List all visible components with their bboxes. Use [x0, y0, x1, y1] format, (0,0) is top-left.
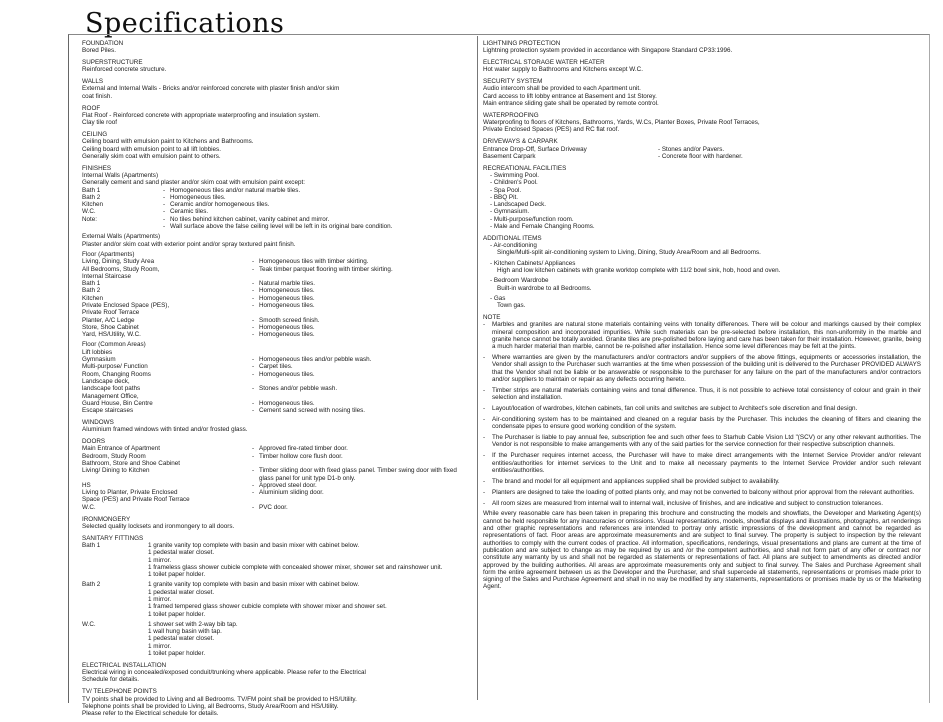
additional-item-title: - Gas — [490, 294, 506, 302]
floor-row — [82, 317, 462, 324]
note-item — [483, 434, 921, 449]
floor-row-label: Bath 2 — [82, 287, 101, 295]
floor-row-value — [259, 273, 462, 280]
walls-section — [82, 78, 462, 100]
floor-row-dash — [247, 273, 259, 280]
note-section — [483, 314, 921, 591]
note-bullet: - — [483, 434, 486, 442]
internal-wall-row-dash: - — [162, 215, 166, 223]
walls-heading: WALLS — [82, 78, 104, 86]
common-floor-row-value: Cement sand screed with nosing tiles. — [259, 407, 366, 415]
door-row-label: Bedroom, Study Room — [82, 452, 146, 460]
floor-apartments-heading: Floor (Apartments) — [82, 250, 135, 258]
driveway-value: - Concrete floor with hardener. — [658, 152, 743, 160]
floor-common-heading: Floor (Common Areas) — [82, 341, 146, 349]
sanitary-group — [82, 621, 462, 657]
sanitary-room: Bath 2 — [82, 581, 101, 589]
internal-walls-intro: Generally cement and sand plaster and/or skim coat with emulsion paint except: — [82, 179, 305, 187]
floor-row-dash: - — [251, 258, 255, 266]
note-bullet: - — [483, 452, 486, 460]
sanitary-heading: SANITARY FITTINGS — [82, 534, 144, 542]
finishes-heading: FINISHES — [82, 164, 112, 172]
tv-text: TV points shall be provided to Living and all Bedrooms. TV/FM point shall be provided to HS/Utility. — [82, 695, 357, 703]
floor-row-label: Living, Dining, Study Area — [82, 258, 155, 266]
floor-row-value: Teak timber parquet flooring with timber skirting. — [259, 265, 393, 273]
security-heading: SECURITY SYSTEM — [483, 78, 543, 86]
internal-wall-row-dash: - — [162, 201, 166, 209]
waterproofing-text: Waterproofing to floors of Kitchens, Bathrooms, Yards, W.Cs, Planter Boxes, Private Roof Terraces, — [483, 119, 760, 127]
superstructure-text: Reinforced concrete structure. — [82, 66, 167, 74]
floor-row — [82, 287, 462, 294]
electrical-text: Schedule for details. — [82, 676, 140, 684]
left-column — [82, 40, 462, 722]
sanitary-item: 1 frameless glass shower cubicle complete with concealed shower mixer, shower set and rainshower unit. — [148, 563, 443, 571]
note-item — [483, 452, 921, 474]
door-row — [82, 460, 462, 467]
common-floor-row-label: Landscape deck, — [82, 377, 130, 385]
waterproofing-heading: WATERPROOFING — [483, 111, 539, 119]
sanitary-section — [82, 535, 462, 658]
note-text: If the Purchaser requires internet access, the Purchaser will have to make direct arrangements with the Internet Service Provider and/or relevant entities/authorities for internet services to the Unit and to make all necessary payments to the Internet Service Provider and/or such relevant entities/authorities. — [492, 452, 921, 474]
floor-row-dash: - — [251, 316, 255, 324]
note-item — [483, 321, 921, 350]
door-row-value — [259, 460, 462, 467]
floor-row-value: Homogeneous tiles. — [259, 331, 315, 339]
sanitary-item: 1 pedestal water closet. — [148, 549, 215, 557]
lightning-text: Lightning protection system provided in accordance with Singapore Standard CP33:1996. — [483, 47, 733, 55]
internal-wall-row-label: Note: — [82, 215, 98, 223]
recreational-heading: RECREATIONAL FACILITIES — [483, 164, 567, 172]
internal-wall-row-dash: - — [162, 193, 166, 201]
note-text: Air-conditioning system has to be maintained and cleaned on a regular basis by the Purchaser. This includes the cleaning of filters and cleaning the condensate pipes to ensure good working condition of the system. — [492, 415, 921, 431]
sanitary-items — [148, 581, 462, 617]
floor-row-label: Store, Shoe Cabinet — [82, 323, 139, 331]
water-heater-heading: ELECTRICAL STORAGE WATER HEATER — [483, 59, 605, 67]
sanitary-item: 1 toilet paper holder. — [148, 610, 206, 618]
sanitary-item: 1 pedestal water closet. — [148, 635, 215, 643]
note-item — [483, 478, 921, 485]
ironmongery-section — [82, 516, 462, 531]
internal-wall-row — [82, 201, 462, 208]
recreational-item: - Gymnasium. — [490, 208, 530, 216]
door-row-value — [259, 496, 462, 503]
internal-wall-row — [82, 194, 462, 201]
superstructure-heading: SUPERSTRUCTURE — [82, 59, 143, 67]
electrical-section — [82, 662, 462, 684]
finishes-section — [82, 165, 462, 415]
common-floor-row-label: Escape staircases — [82, 407, 134, 415]
doors-heading: DOORS — [82, 438, 106, 446]
door-row — [82, 467, 462, 482]
sanitary-item: 1 pedestal water closet. — [148, 588, 215, 596]
roof-text: Flat Roof - Reinforced concrete with appropriate waterproofing and insulation system. — [82, 111, 321, 119]
common-floor-row-dash: - — [251, 407, 255, 415]
sanitary-items — [148, 542, 462, 578]
lightning-section — [483, 40, 921, 55]
ironmongery-text: Selected quality locksets and ironmongery to all doors. — [82, 522, 235, 530]
common-floor-row-value — [259, 349, 462, 356]
common-floor-row-label: Room, Changing Rooms — [82, 370, 151, 378]
common-floor-row-value: Homogeneous tiles. — [259, 370, 315, 378]
sanitary-item: 1 granite vanity top complete with basin and basin mixer with cabinet below. — [148, 581, 360, 589]
sanitary-room: W.C. — [82, 620, 96, 628]
additional-item-title: - Bedroom Wardrobe — [490, 277, 549, 285]
door-row — [82, 504, 462, 511]
door-row — [82, 489, 462, 496]
roof-text: Clay tile roof — [82, 119, 117, 127]
floor-row-dash: - — [251, 294, 255, 302]
floor-row-label: All Bedrooms, Study Room, — [82, 265, 160, 273]
sanitary-item: 1 wall hung basin with tap. — [148, 628, 222, 636]
foundation-text: Bored Piles. — [82, 47, 116, 55]
note-bullet: - — [483, 386, 486, 394]
driveway-row — [483, 153, 921, 160]
floor-row-dash: - — [251, 265, 255, 273]
note-text: Where warranties are given by the manufacturers and/or contractors and/or suppliers of the above fittings, equipments or accessories installation, the Vendor shall assign to the Purchaser such warranties at the time when possession of the building unit is delivered to the Purchaser PROVIDED ALWAYS that the Vendor shall not be liable or be answerable or responsible to the purchaser for any failure on the part of the manufacturers and/or contractors and/or suppliers to maintain or repair as any defects occurring hereto. — [492, 354, 921, 383]
door-row-value: Approved fire-rated timber door. — [259, 445, 348, 453]
door-row-dash: - — [251, 445, 255, 453]
common-floor-row-dash: - — [251, 370, 255, 378]
common-floor-row-value: Homogeneous tiles and/or pebble wash. — [259, 356, 372, 364]
floor-row-dash — [247, 309, 259, 316]
floor-row — [82, 302, 462, 309]
ironmongery-heading: IRONMONGERY — [82, 515, 131, 523]
sanitary-group — [82, 581, 462, 617]
windows-text: Aluminium framed windows with tinted and/or frosted glass. — [82, 426, 248, 434]
additional-item-desc: High and low kitchen cabinets with granite worktop complete with 11/2 bowl sink, hob, hood and oven. — [497, 267, 781, 275]
door-row-value: PVC door. — [259, 503, 288, 511]
additional-item-title: - Air-conditioning — [490, 242, 537, 250]
sanitary-item: 1 framed tempered glass shower cubicle complete with shower mixer and shower set. — [148, 603, 387, 611]
additional-item — [483, 295, 921, 310]
internal-wall-row-value: Homogeneous tiles and/or natural marble tiles. — [170, 186, 301, 194]
common-floor-row-value: Homogeneous tiles. — [259, 399, 315, 407]
foundation-section — [82, 40, 462, 55]
security-text: Card access to lift lobby entrance at Basement and 1st Storey. — [483, 92, 657, 100]
tv-text: Telephone points shall be provided to Living, all Bedrooms, Study Area/Room and HS/Utility. — [82, 702, 339, 710]
internal-wall-row-dash: - — [162, 186, 166, 194]
additional-item-desc: Built-in wardrobe to all Bedrooms. — [497, 284, 592, 292]
sanitary-group — [82, 542, 462, 578]
additional-item — [483, 242, 921, 257]
additional-item-desc: Single/Multi-split air-conditioning system to Living, Dining, Study Area/Room and all Bedrooms. — [497, 249, 761, 257]
common-floor-row-dash: - — [251, 363, 255, 371]
note-item — [483, 354, 921, 383]
internal-wall-row-label: W.C. — [82, 208, 96, 216]
floor-row — [82, 324, 462, 331]
floor-row — [82, 331, 462, 338]
common-floor-row-value — [259, 393, 462, 400]
common-floor-row-dash — [247, 393, 259, 400]
common-floor-row — [82, 378, 462, 385]
internal-wall-row-label: Kitchen — [82, 201, 104, 209]
ceiling-section — [82, 131, 462, 160]
column-divider — [477, 36, 478, 700]
common-floor-row-label: Lift lobbies — [82, 348, 113, 356]
floor-row-value: Smooth screed finish. — [259, 316, 320, 324]
note-item — [483, 387, 921, 402]
recreational-item: - Male and Female Changing Rooms. — [490, 223, 595, 231]
floor-row-value: Homogeneous tiles. — [259, 302, 315, 309]
waterproofing-text: Private Enclosed Spaces (PES) and RC flat roof. — [483, 126, 620, 134]
note-item — [483, 489, 921, 496]
doors-section — [82, 438, 462, 511]
floor-row-dash: - — [251, 331, 255, 339]
floor-row — [82, 280, 462, 287]
walls-text: coat finish. — [82, 92, 113, 100]
door-row-value: Timber sliding door with fixed glass panel. Timber swing door with fixed glass panel for unit type D1-b only. — [259, 467, 457, 482]
driveway-value: - Stones and/or Pavers. — [658, 145, 725, 153]
driveways-section — [483, 138, 921, 160]
note-text: Planters are designed to take the loading of potted plants only, and may not be converted to balcony without prior approval from the relevant authorities. — [492, 488, 915, 496]
door-row-label: Space (PES) and Private Roof Terrace — [82, 496, 190, 504]
floor-row-label: Bath 1 — [82, 280, 101, 288]
common-floor-row-dash: - — [251, 385, 255, 393]
common-floor-row-dash: - — [251, 399, 255, 407]
note-text: The Purchaser is liable to pay annual fee, subscription fee and such other fees to Starhub Cable Vision Ltd "(SCV) or any other relevant authorities. The Vendor is not responsible to make arrangements with any of the said parties for the service connection for their respective subscription channels. — [492, 434, 921, 449]
floor-row-value: Homogeneous tiles. — [259, 287, 315, 295]
driveway-row — [483, 146, 921, 153]
internal-wall-row-label: Bath 1 — [82, 186, 101, 194]
sanitary-item: 1 granite vanity top complete with basin and basin mixer with cabinet below. — [148, 541, 360, 549]
internal-wall-row-value: Homogeneous tiles. — [170, 193, 226, 201]
sanitary-item: 1 shower set with 2-way bib tap. — [148, 620, 238, 628]
door-row-label: Main Entrance of Apartment — [82, 445, 161, 453]
common-floor-row — [82, 385, 462, 392]
door-row-dash: - — [251, 481, 255, 489]
note-bullet: - — [483, 354, 486, 362]
door-row-value: Timber hollow core flush door. — [259, 452, 343, 460]
sanitary-item: 1 mirror. — [148, 642, 172, 650]
walls-text: External and Internal Walls - Bricks and/or reinforced concrete with plaster finish and/or skim — [82, 85, 340, 93]
additional-section — [483, 235, 921, 310]
note-heading: NOTE — [483, 314, 501, 321]
ceiling-text: Generally skim coat with emulsion paint to others. — [82, 152, 221, 160]
door-row-value: Approved steel door. — [259, 481, 317, 489]
floor-row-value: Homogeneous tiles with timber skirting. — [259, 258, 369, 266]
floor-row — [82, 266, 462, 273]
door-row — [82, 482, 462, 489]
note-bullet: - — [483, 405, 486, 413]
internal-wall-row — [82, 216, 462, 223]
superstructure-section — [82, 59, 462, 74]
floor-row-label: Planter, A/C Ledge — [82, 316, 135, 324]
sanitary-items — [148, 621, 462, 657]
door-row — [82, 496, 462, 503]
floor-row-label: Yard, HS/Utility, W.C. — [82, 331, 141, 339]
external-walls-heading: External Walls (Apartments) — [82, 233, 161, 241]
common-floor-row — [82, 393, 462, 400]
sanitary-room: Bath 1 — [82, 541, 101, 549]
door-row-label: Living/ Dining to Kitchen — [82, 467, 150, 475]
note-text: All room sizes are measured from internal wall to internal wall, inclusive of finishes, and are indicative and subject to construction tolerances. — [492, 499, 883, 507]
common-floor-row — [82, 371, 462, 378]
common-floor-row-label: Multi-purpose/ Function — [82, 363, 148, 371]
door-row-dash — [247, 496, 259, 503]
internal-wall-row — [82, 223, 462, 230]
door-row-label: Living to Planter, Private Enclosed — [82, 489, 178, 497]
note-text: Layout/location of wardrobes, kitchen cabinets, fan coil units and switches are subject to Architect's sole discretion and final design. — [492, 405, 858, 413]
door-row-dash — [247, 460, 259, 467]
recreational-item: - BBQ Pit. — [490, 193, 518, 201]
floor-row-dash: - — [251, 280, 255, 288]
note-item — [483, 416, 921, 431]
ceiling-text: Ceiling board with emulsion paint to Kitchens and Bathrooms. — [82, 138, 254, 146]
door-row-label: W.C. — [82, 503, 96, 511]
common-floor-row-dash — [247, 378, 259, 385]
security-text: Audio intercom shall be provided to each Apartment unit. — [483, 85, 641, 93]
note-item — [483, 500, 921, 507]
additional-item — [483, 277, 921, 292]
additional-heading: ADDITIONAL ITEMS — [483, 234, 542, 242]
additional-item — [483, 260, 921, 275]
internal-wall-row-label: Bath 2 — [82, 193, 101, 201]
security-text: Main entrance sliding gate shall be operated by remote control. — [483, 100, 659, 108]
recreational-item: - Swimming Pool. — [490, 171, 539, 179]
floor-row-value: Natural marble tiles. — [259, 280, 315, 288]
sanitary-item: 1 toilet paper holder. — [148, 650, 206, 658]
note-text: The brand and model for all equipment and appliances supplied shall be provided subject to availability. — [492, 477, 780, 485]
waterproofing-section — [483, 112, 921, 134]
floor-row-label: Internal Staircase — [82, 272, 132, 280]
common-floor-row-label: Guard House, Bin Centre — [82, 399, 153, 407]
disclaimer-text: While every reasonable care has been taken in preparing this brochure and constructing the models and showflats, the Developer and Marketing Agent(s) cannot be held responsible for any inaccuracies or omissions. Visual representations, models, showflat displays and illustrations, photographs, art renderings and other graphic representations and references are intended to portray only artistic impressions of the development and cannot be regarded as representations of fact. Floor areas are approximate measurements and are subject to final survey. The property is subject to inspection by the relevant authorities to comply with the current codes of practice. All information, specifications, renderings, visual presentations and plans are current at the time of publication and are subject to change as may be required by us and /or the competent authorities, and shall not form part of any offer or contract nor constitute any warranty by us and shall not be regarded as statements or representations of fact. All plans are subject to amendments as directed and/or approved by the building authorities. All areas are approximate measurements only and subject to final survey. The Sales and Purchase Agreement shall form the entire agreement between us as the Developer and the Purchaser, and shall supercede all statements, representations or promises made prior to signing of the Sales and Purchase Agreement and shall in no way be modified by any statements, representations or promises made by us or the Marketing Agent. — [483, 510, 921, 591]
door-row — [82, 445, 462, 452]
note-item — [483, 405, 921, 412]
floor-row — [82, 295, 462, 302]
internal-wall-row-label — [82, 223, 158, 230]
sanitary-item: 1 mirror. — [148, 595, 172, 603]
note-bullet: - — [483, 499, 486, 507]
sanitary-item: 1 toilet paper holder. — [148, 571, 206, 579]
common-floor-row — [82, 349, 462, 356]
ceiling-heading: CEILING — [82, 130, 108, 138]
internal-wall-row-value: Wall surface above the false ceiling level will be left in its original bare condition. — [170, 223, 393, 231]
page-title: Specifications — [85, 8, 285, 39]
additional-item-title: - Kitchen Cabinets/ Appliances — [490, 259, 576, 267]
roof-section — [82, 105, 462, 127]
common-floor-row — [82, 363, 462, 370]
floor-row-dash: - — [251, 302, 255, 309]
common-floor-row-dash: - — [251, 356, 255, 364]
internal-wall-row-value: Ceramic and/or homogeneous tiles. — [170, 201, 270, 209]
floor-row-value — [259, 309, 462, 316]
security-section — [483, 78, 921, 107]
floor-row-dash: - — [251, 323, 255, 331]
electrical-heading: ELECTRICAL INSTALLATION — [82, 661, 167, 669]
internal-wall-row-value: Ceramic tiles. — [170, 208, 209, 216]
common-floor-row — [82, 356, 462, 363]
floor-row-value: Homogeneous tiles. — [259, 323, 315, 331]
water-heater-text: Hot water supply to Bathrooms and Kitchens except W.C. — [483, 66, 643, 74]
driveway-label: Entrance Drop-Off, Surface Driveway — [483, 145, 587, 153]
common-floor-row-dash — [247, 349, 259, 356]
tv-section — [82, 688, 462, 717]
roof-heading: ROOF — [82, 104, 101, 112]
recreational-item: - Multi-purpose/function room. — [490, 215, 574, 223]
internal-wall-row-dash: - — [162, 208, 166, 216]
water-heater-section — [483, 59, 921, 74]
note-bullet: - — [483, 321, 486, 329]
door-row-value: Aluminium sliding door. — [259, 489, 324, 497]
door-row — [82, 453, 462, 460]
door-row-dash: - — [251, 489, 255, 497]
common-floor-row-value: Stones and/or pebble wash. — [259, 385, 338, 393]
note-bullet: - — [483, 415, 486, 423]
common-floor-row — [82, 400, 462, 407]
sanitary-item: 1 mirror. — [148, 556, 172, 564]
driveway-label: Basement Carpark — [483, 152, 536, 160]
common-floor-row-label: Gymnasium — [82, 356, 116, 364]
door-row-label: Bathroom, Store and Shoe Cabinet — [82, 459, 181, 467]
common-floor-row-label: Management Office, — [82, 392, 139, 400]
windows-section — [82, 419, 462, 434]
door-row-dash: - — [251, 467, 255, 475]
right-column — [483, 40, 921, 595]
lightning-heading: LIGHTNING PROTECTION — [483, 40, 561, 47]
electrical-text: Electrical wiring in concealed/exposed conduit/trunking where applicable. Please refer to the Electrical — [82, 669, 366, 677]
note-bullet: - — [483, 488, 486, 496]
floor-row-value: Homogeneous tiles. — [259, 294, 315, 302]
common-floor-row-value: Carpet tiles. — [259, 363, 293, 371]
floor-row-label: Private Enclosed Space (PES), — [82, 302, 170, 309]
tv-heading: TV/ TELEPHONE POINTS — [82, 688, 157, 696]
floor-row-dash: - — [251, 287, 255, 295]
floor-row — [82, 309, 462, 316]
common-floor-row-label: landscape foot paths — [82, 385, 141, 393]
external-walls-text: Plaster and/or skim coat with exterior point and/or spray textured paint finish. — [82, 240, 296, 248]
floor-row — [82, 273, 462, 280]
internal-walls-heading: Internal Walls (Apartments) — [82, 171, 159, 179]
common-floor-row-value — [259, 378, 462, 385]
internal-wall-row — [82, 187, 462, 194]
door-row-dash: - — [251, 503, 255, 511]
floor-row-label: Kitchen — [82, 294, 104, 302]
door-row-dash: - — [251, 452, 255, 460]
note-text: Marbles and granites are natural stone materials containing veins with tonality differences. There will be colour and markings caused by their complex mineral composition and incorporated impurities. While such materials can be pre-selected before installation, this non-uniformity in the marble and granite hence cannot be totally avoided. Granite tiles are pre-polished before laying and care has been taken for their installation. However, granite, being a much harder material than marble, cannot be re-polished after installation. Hence some level differences may be felt at the joints. — [492, 321, 921, 351]
recreational-section — [483, 165, 921, 231]
recreational-item: - Children's Pool. — [490, 179, 538, 187]
additional-item-desc: Town gas. — [497, 302, 526, 310]
door-row-label: HS — [82, 481, 91, 489]
common-floor-row — [82, 407, 462, 414]
ceiling-text: Ceiling board with emulsion point to all lift lobbies. — [82, 145, 221, 153]
recreational-item: - Spa Pool. — [490, 186, 522, 194]
internal-wall-row-value: No tiles behind kitchen cabinet, vanity cabinet and mirror. — [170, 215, 330, 223]
note-text: Timber strips are natural materials containing veins and tonal difference. Thus, it is not possible to achieve total consistency of colour and grain in their selection and installation. — [492, 386, 921, 402]
note-bullet: - — [483, 477, 486, 485]
internal-wall-row-dash: - — [162, 223, 166, 231]
recreational-item: - Landscaped Deck. — [490, 201, 547, 209]
floor-row — [82, 258, 462, 265]
internal-wall-row — [82, 208, 462, 215]
windows-heading: WINDOWS — [82, 418, 114, 426]
driveways-heading: DRIVEWAYS & CARPARK — [483, 138, 558, 146]
floor-row-label: Private Roof Terrace — [82, 309, 140, 317]
foundation-heading: FOUNDATION — [82, 40, 124, 47]
tv-text: Please refer to the Electrical schedule for details. — [82, 710, 219, 718]
